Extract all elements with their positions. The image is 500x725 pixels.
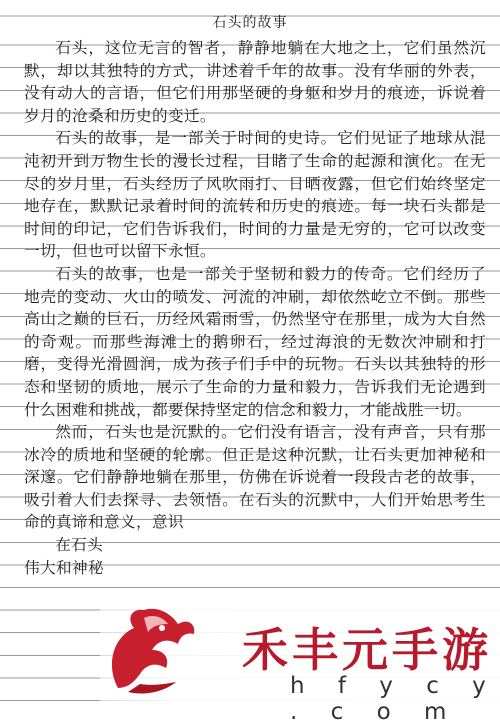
paragraph-5: 在石头 (55, 536, 104, 555)
paragraph-1: 石头，这位无言的智者，静静地躺在大地之上，它们虽然沉默，却以其独特的方式，讲述着千年的故事。没有华丽的外表，没有动人的言语，但它们用那坚硬的身躯和岁月的痕迹，诉说着岁月的沧桑和历史的变迁。 (24, 39, 486, 125)
brand-name: 禾丰元手游 (242, 623, 492, 677)
document-title: 石头的故事 (212, 15, 288, 31)
paragraph-4: 然而，石头也是沉默的。它们没有语言，没有声音，只有那冰冷的质地和坚硬的轮廓。但正是这种沉默，让石头更加神秘和深邃。它们静静地躺在那里，仿佛在诉说着一段段古老的故事，吸引着人们去探寻、去领悟。在石头的沉默中，人们开始思考生命的真谛和意义，意识 (24, 423, 486, 532)
paragraph-2: 石头的故事，是一部关于时间的史诗。它们见证了地球从混沌初开到万物生长的漫长过程，目睹了生命的起源和演化。在无尽的岁月里，石头经历了风吹雨打、日晒夜露，但它们始终坚定地存在，默默记录着时间的流转和历史的痕迹。每一块石头都是时间的印记，它们告诉我们，时间的力量是无穷的，它可以改变一切，但也可以留下永恒。 (24, 129, 486, 261)
brand-domain: h f y c y . c o m (290, 673, 499, 725)
document-body (24, 37, 486, 579)
paragraph-6: 伟大和神秘 (24, 558, 104, 577)
watermark (100, 600, 500, 725)
paragraph-3: 石头的故事，也是一部关于坚韧和毅力的传奇。它们经历了地壳的变动、火山的喷发、河流的冲刷，却依然屹立不倒。那些高山之巅的巨石，历经风霜雨雪，仍然坚守在那里，成为大自然的奇观。而那些海滩上的鹅卵石，经过海浪的无数次冲刷和打磨，变得光滑圆润，成为孩子们手中的玩物。石头以其独特的形态和坚韧的质地，展示了生命的力量和毅力，告诉我们无论遇到什么困难和挑战，都要保持坚定的信念和毅力，才能战胜一切。 (24, 264, 486, 419)
horse-logo-icon (104, 604, 198, 700)
